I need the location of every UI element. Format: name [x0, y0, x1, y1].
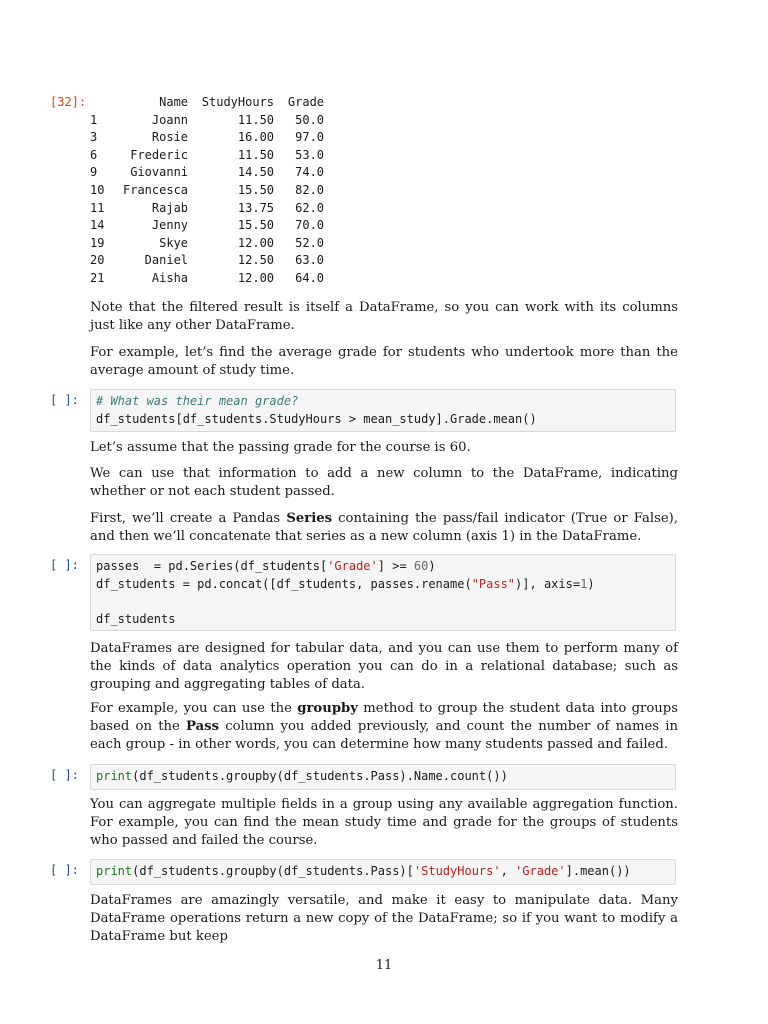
code-segment: ].mean()) [565, 864, 631, 878]
code-cell-1[interactable] [90, 389, 676, 432]
paragraph-versatile: DataFrames are amazingly versatile, and make it easy to manipulate data. Many DataFrame operations return a new copy of the DataFrame; so if you want to modify a DataFrame but keep [90, 893, 678, 944]
row-index: 6 [90, 147, 98, 162]
cell-studyhours: 11.50 [237, 147, 275, 162]
code-segment: passes = pd.Series(df_students[ [96, 559, 328, 573]
cell-name: Jenny [151, 218, 189, 233]
cell-name: Daniel [144, 253, 189, 268]
code-keyword: print [96, 864, 133, 878]
row-index: 11 [90, 200, 105, 215]
cell-grade: 52.0 [295, 235, 325, 250]
code-cell-1-prompt: [ ]: [50, 393, 79, 407]
table-row [90, 147, 324, 165]
code-segment: (df_students.groupby(df_students.Pass).Name.count()) [132, 769, 508, 783]
header-index [90, 94, 123, 112]
text-run: For example, you can use the [90, 701, 298, 716]
header-name: Name [159, 95, 189, 109]
cell-studyhours: 15.50 [237, 182, 275, 197]
table-row [90, 129, 324, 147]
cell-studyhours: 15.50 [237, 218, 275, 233]
code-segment: (df_students.groupby(df_students.Pass)[ [132, 864, 414, 878]
code-comment: # What was their mean grade? [96, 394, 299, 408]
cell-grade: 62.0 [295, 200, 325, 215]
code-string: 'Grade' [327, 559, 378, 573]
bold-pass: Pass [186, 719, 220, 734]
text-run: method to group the student data into groups based on the [90, 701, 678, 734]
table-row [90, 164, 324, 182]
code-segment: , [500, 864, 516, 878]
cell-grade: 64.0 [295, 270, 325, 285]
table-header-row [90, 94, 324, 112]
paragraph-passing-grade: Let’s assume that the passing grade for the course is 60. [90, 440, 471, 455]
cell-studyhours: 12.50 [237, 253, 275, 268]
code-segment: )], axis= [515, 576, 581, 591]
code-string: 'StudyHours' [413, 864, 501, 878]
code-segment: ] >= [377, 559, 414, 573]
code-line: df_students[df_students.StudyHours > mean_study].Grade.mean() [96, 411, 537, 426]
output-prompt: [32]: [50, 95, 87, 109]
row-index: 14 [90, 218, 105, 233]
header-studyhours: StudyHours [201, 95, 275, 109]
row-index: 1 [90, 112, 98, 127]
row-index: 19 [90, 235, 105, 250]
code-keyword: print [96, 769, 133, 783]
paragraph-filtered-result: Note that the filtered result is itself a DataFrame, so you can work with its columns just like any other DataFrame. [90, 300, 678, 333]
cell-grade: 74.0 [295, 165, 325, 180]
table-row [90, 270, 324, 288]
cell-name: Rosie [151, 130, 189, 145]
cell-studyhours: 11.50 [237, 112, 275, 127]
paragraph-create-series [90, 510, 678, 546]
row-index: 21 [90, 270, 105, 285]
code-string: 'Grade' [515, 864, 566, 878]
paragraph-aggregate: You can aggregate multiple fields in a group using any available aggregation function. For example, you can find the mean study time and grade for the groups of students who passed and failed the course. [90, 797, 678, 848]
bold-series: Series [286, 511, 333, 526]
paragraph-new-column: We can use that information to add a new column to the DataFrame, indicating whether or not each student passed. [90, 466, 678, 499]
cell-grade: 70.0 [295, 218, 325, 233]
cell-name: Rajab [151, 200, 189, 215]
cell-grade: 97.0 [295, 130, 325, 145]
text-run: containing the pass/fail indicator (True or False), and then we’ll concatenate that series as a new column (axis 1) in the DataFrame. [90, 511, 679, 544]
code-segment: ) [428, 559, 436, 573]
table-row [90, 252, 324, 270]
table-body [90, 112, 324, 288]
code-cell-4[interactable] [90, 859, 676, 885]
code-cell-3[interactable] [90, 764, 676, 790]
bold-groupby: groupby [297, 701, 358, 716]
cell-grade: 53.0 [295, 147, 325, 162]
cell-name: Francesca [123, 182, 189, 197]
cell-name: Skye [159, 235, 189, 250]
cell-studyhours: 16.00 [237, 130, 275, 145]
paragraph-dataframes-tabular: DataFrames are designed for tabular data, and you can use them to perform many of the kinds of data analytics operation you can do in a relational database; such as grouping and aggregating tables of data. [90, 641, 678, 692]
cell-grade: 50.0 [295, 112, 325, 127]
row-index: 3 [90, 130, 98, 145]
cell-name: Joann [151, 112, 189, 127]
table-row [90, 235, 324, 253]
table-row [90, 182, 324, 200]
code-number: 60 [413, 559, 429, 573]
table-row [90, 112, 324, 130]
code-segment: df_students = pd.concat([df_students, passes.rename( [96, 576, 472, 591]
code-segment: df_students [96, 611, 176, 626]
paragraph-groupby [90, 700, 678, 754]
cell-studyhours: 12.00 [237, 235, 275, 250]
cell-name: Giovanni [130, 165, 189, 180]
cell-grade: 63.0 [295, 253, 325, 268]
code-segment: ) [587, 576, 595, 591]
page-number: 11 [375, 958, 393, 973]
row-index: 20 [90, 253, 105, 268]
cell-studyhours: 14.50 [237, 165, 275, 180]
row-index: 10 [90, 182, 105, 197]
output-dataframe-table [90, 94, 324, 288]
code-cell-2[interactable] [90, 554, 676, 631]
cell-name: Frederic [130, 147, 189, 162]
table-row [90, 200, 324, 218]
cell-studyhours: 13.75 [237, 200, 275, 215]
cell-studyhours: 12.00 [237, 270, 275, 285]
code-cell-2-prompt: [ ]: [50, 558, 79, 572]
cell-grade: 82.0 [295, 182, 325, 197]
code-cell-4-prompt: [ ]: [50, 863, 79, 877]
paragraph-average-grade: For example, let’s find the average grade for students who undertook more than the average amount of study time. [90, 345, 678, 378]
code-cell-3-prompt: [ ]: [50, 768, 79, 782]
code-number: 1 [580, 576, 588, 591]
header-grade: Grade [287, 95, 325, 109]
code-string: "Pass" [471, 576, 516, 591]
text-run: column you added previously, and count the number of names in each group - in other words, you can determine how many students passed and failed. [90, 719, 678, 752]
cell-name: Aisha [151, 270, 189, 285]
table-row [90, 217, 324, 235]
row-index: 9 [90, 165, 98, 180]
text-run: First, we’ll create a Pandas [90, 511, 287, 526]
